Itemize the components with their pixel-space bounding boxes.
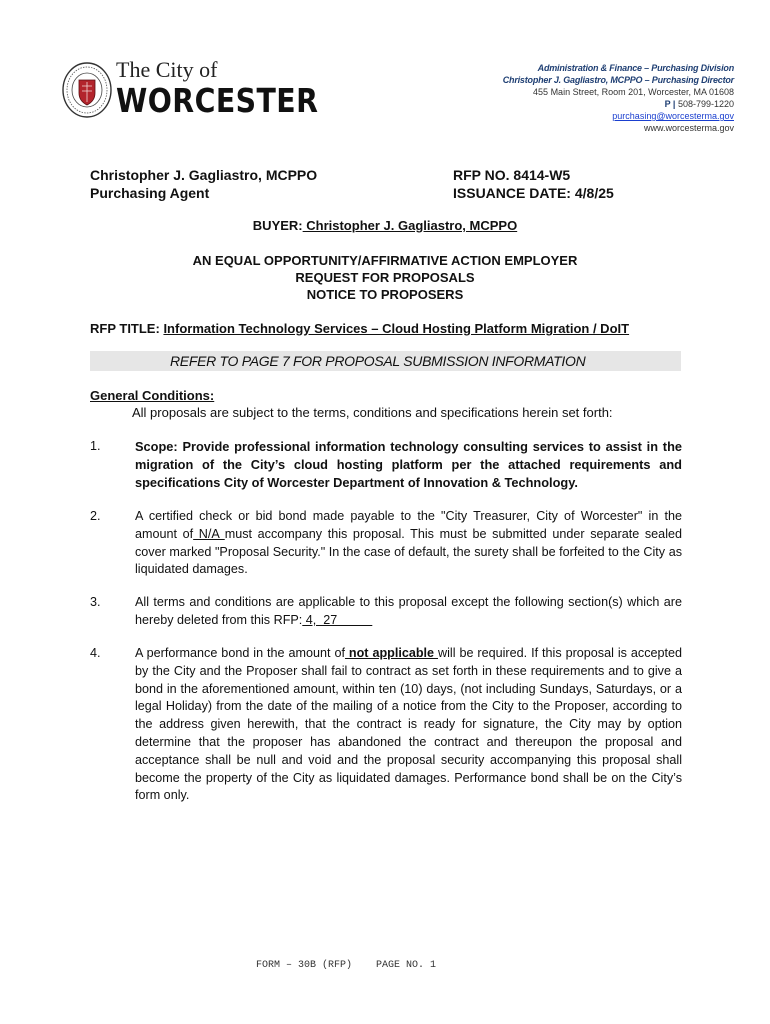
rfp-number: RFP NO. 8414-W5 [453, 167, 571, 183]
page-footer [0, 960, 692, 971]
phone-line [503, 98, 734, 110]
rfp-title-value: Information Technology Services – Cloud Hosting Platform Migration / DoIT [163, 321, 630, 336]
item-text [135, 508, 682, 579]
item-text-part: will be required. If this proposal is accepted by the City and the Proposer shall fail to contract as set forth in these requirements and to give a bond in the aforementioned amount, within ten (10) days, (not including Sundays, Saturdays, or a legal Holiday) from the date of the mailing of a notice from the City to the Proposer, according to the address given herewith, that the contract is ready for signature, the City may by option determine that the proposer has abandoned the contract and thereupon the proposal and acceptance shall be null and void and the proposal security accompanying this proposal shall become the property of the City as liquidated damages. Performance bond shall be on the City’s form only. [135, 646, 683, 803]
eeo-line-3: NOTICE TO PROPOSERS [306, 287, 464, 302]
address-line: 455 Main Street, Room 201, Worcester, MA 01608 [533, 87, 734, 97]
website-line: www.worcesterma.gov [643, 123, 734, 133]
performance-bond-amount: not applicable [344, 646, 439, 660]
issuance-date: ISSUANCE DATE: 4/8/25 [453, 185, 614, 201]
director-line: Christopher J. Gagliastro, MCPPO – Purchasing Director [502, 75, 734, 85]
rfp-info-block [453, 166, 614, 202]
logo-line-1: The City of [116, 57, 218, 82]
logo-line-2: WORCESTER [116, 81, 319, 120]
buyer-label: BUYER: [252, 218, 303, 233]
rfp-title-line [90, 321, 629, 336]
item-text-part: All terms and conditions are applicable to this proposal except the following section(s) which are hereby deleted from this RFP: [135, 595, 682, 627]
rfp-title-label: RFP TITLE [90, 321, 156, 336]
phone-prefix: P | [664, 99, 676, 109]
item-text [135, 594, 682, 630]
division-line: Administration & Finance – Purchasing Division [537, 63, 734, 73]
item-text: Scope: Provide professional information technology consulting services to assist in the migration of the City’s cloud hosting platform per the attached requirements and specifications City of Worcester Department of Innovation & Technology. [135, 439, 682, 490]
refer-note-banner: REFER TO PAGE 7 FOR PROPOSAL SUBMISSION INFORMATION [90, 351, 681, 371]
buyer-line [0, 218, 770, 233]
item-number: 3. [90, 595, 101, 609]
general-conditions-heading: General Conditions: [90, 388, 215, 403]
item-text-part: A performance bond in the amount of [135, 646, 345, 660]
eeo-block [0, 252, 770, 303]
item-text [135, 645, 682, 805]
eeo-line-1: AN EQUAL OPPORTUNITY/AFFIRMATIVE ACTION EMPLOYER [192, 253, 578, 268]
rfp-title-separator: : [155, 321, 164, 336]
city-wordmark [116, 58, 351, 119]
condition-item-3 [90, 594, 682, 630]
form-number: FORM – 30B (RFP) [255, 960, 352, 971]
general-conditions-intro: All proposals are subject to the terms, conditions and specifications herein set forth: [132, 405, 613, 420]
item-text-part: must accompany this proposal. This must be submitted under separate sealed cover marked "Proposal Security." In the case of default, the surety shall be forfeited to the City as liquidated damages. [135, 526, 682, 577]
eeo-line-2: REQUEST FOR PROPOSALS [295, 270, 475, 285]
city-seal-logo [62, 62, 112, 118]
item-number: 4. [90, 646, 101, 660]
bond-amount: N/A [193, 526, 225, 541]
condition-item-2 [90, 508, 682, 579]
agent-title: Purchasing Agent [90, 185, 210, 201]
condition-item-4 [90, 645, 682, 805]
condition-item-1 [90, 438, 682, 491]
item-number: 1. [90, 439, 101, 453]
buyer-name: Christopher J. Gagliastro, MCPPO [302, 218, 518, 233]
agent-name: Christopher J. Gagliastro, MCPPO [90, 167, 318, 183]
item-number: 2. [90, 509, 101, 523]
item-text-part: A certified check or bid bond made payable to the "City Treasurer, City of Worcester" in the amount of [135, 509, 682, 541]
page-number: PAGE NO. 1 [376, 960, 437, 971]
phone-number: 508-799-1220 [677, 99, 734, 109]
email-link[interactable]: purchasing@worcesterma.gov [612, 111, 734, 121]
contact-block [503, 62, 734, 134]
agent-block [90, 166, 317, 202]
deleted-sections: 4, 27 [302, 612, 373, 627]
